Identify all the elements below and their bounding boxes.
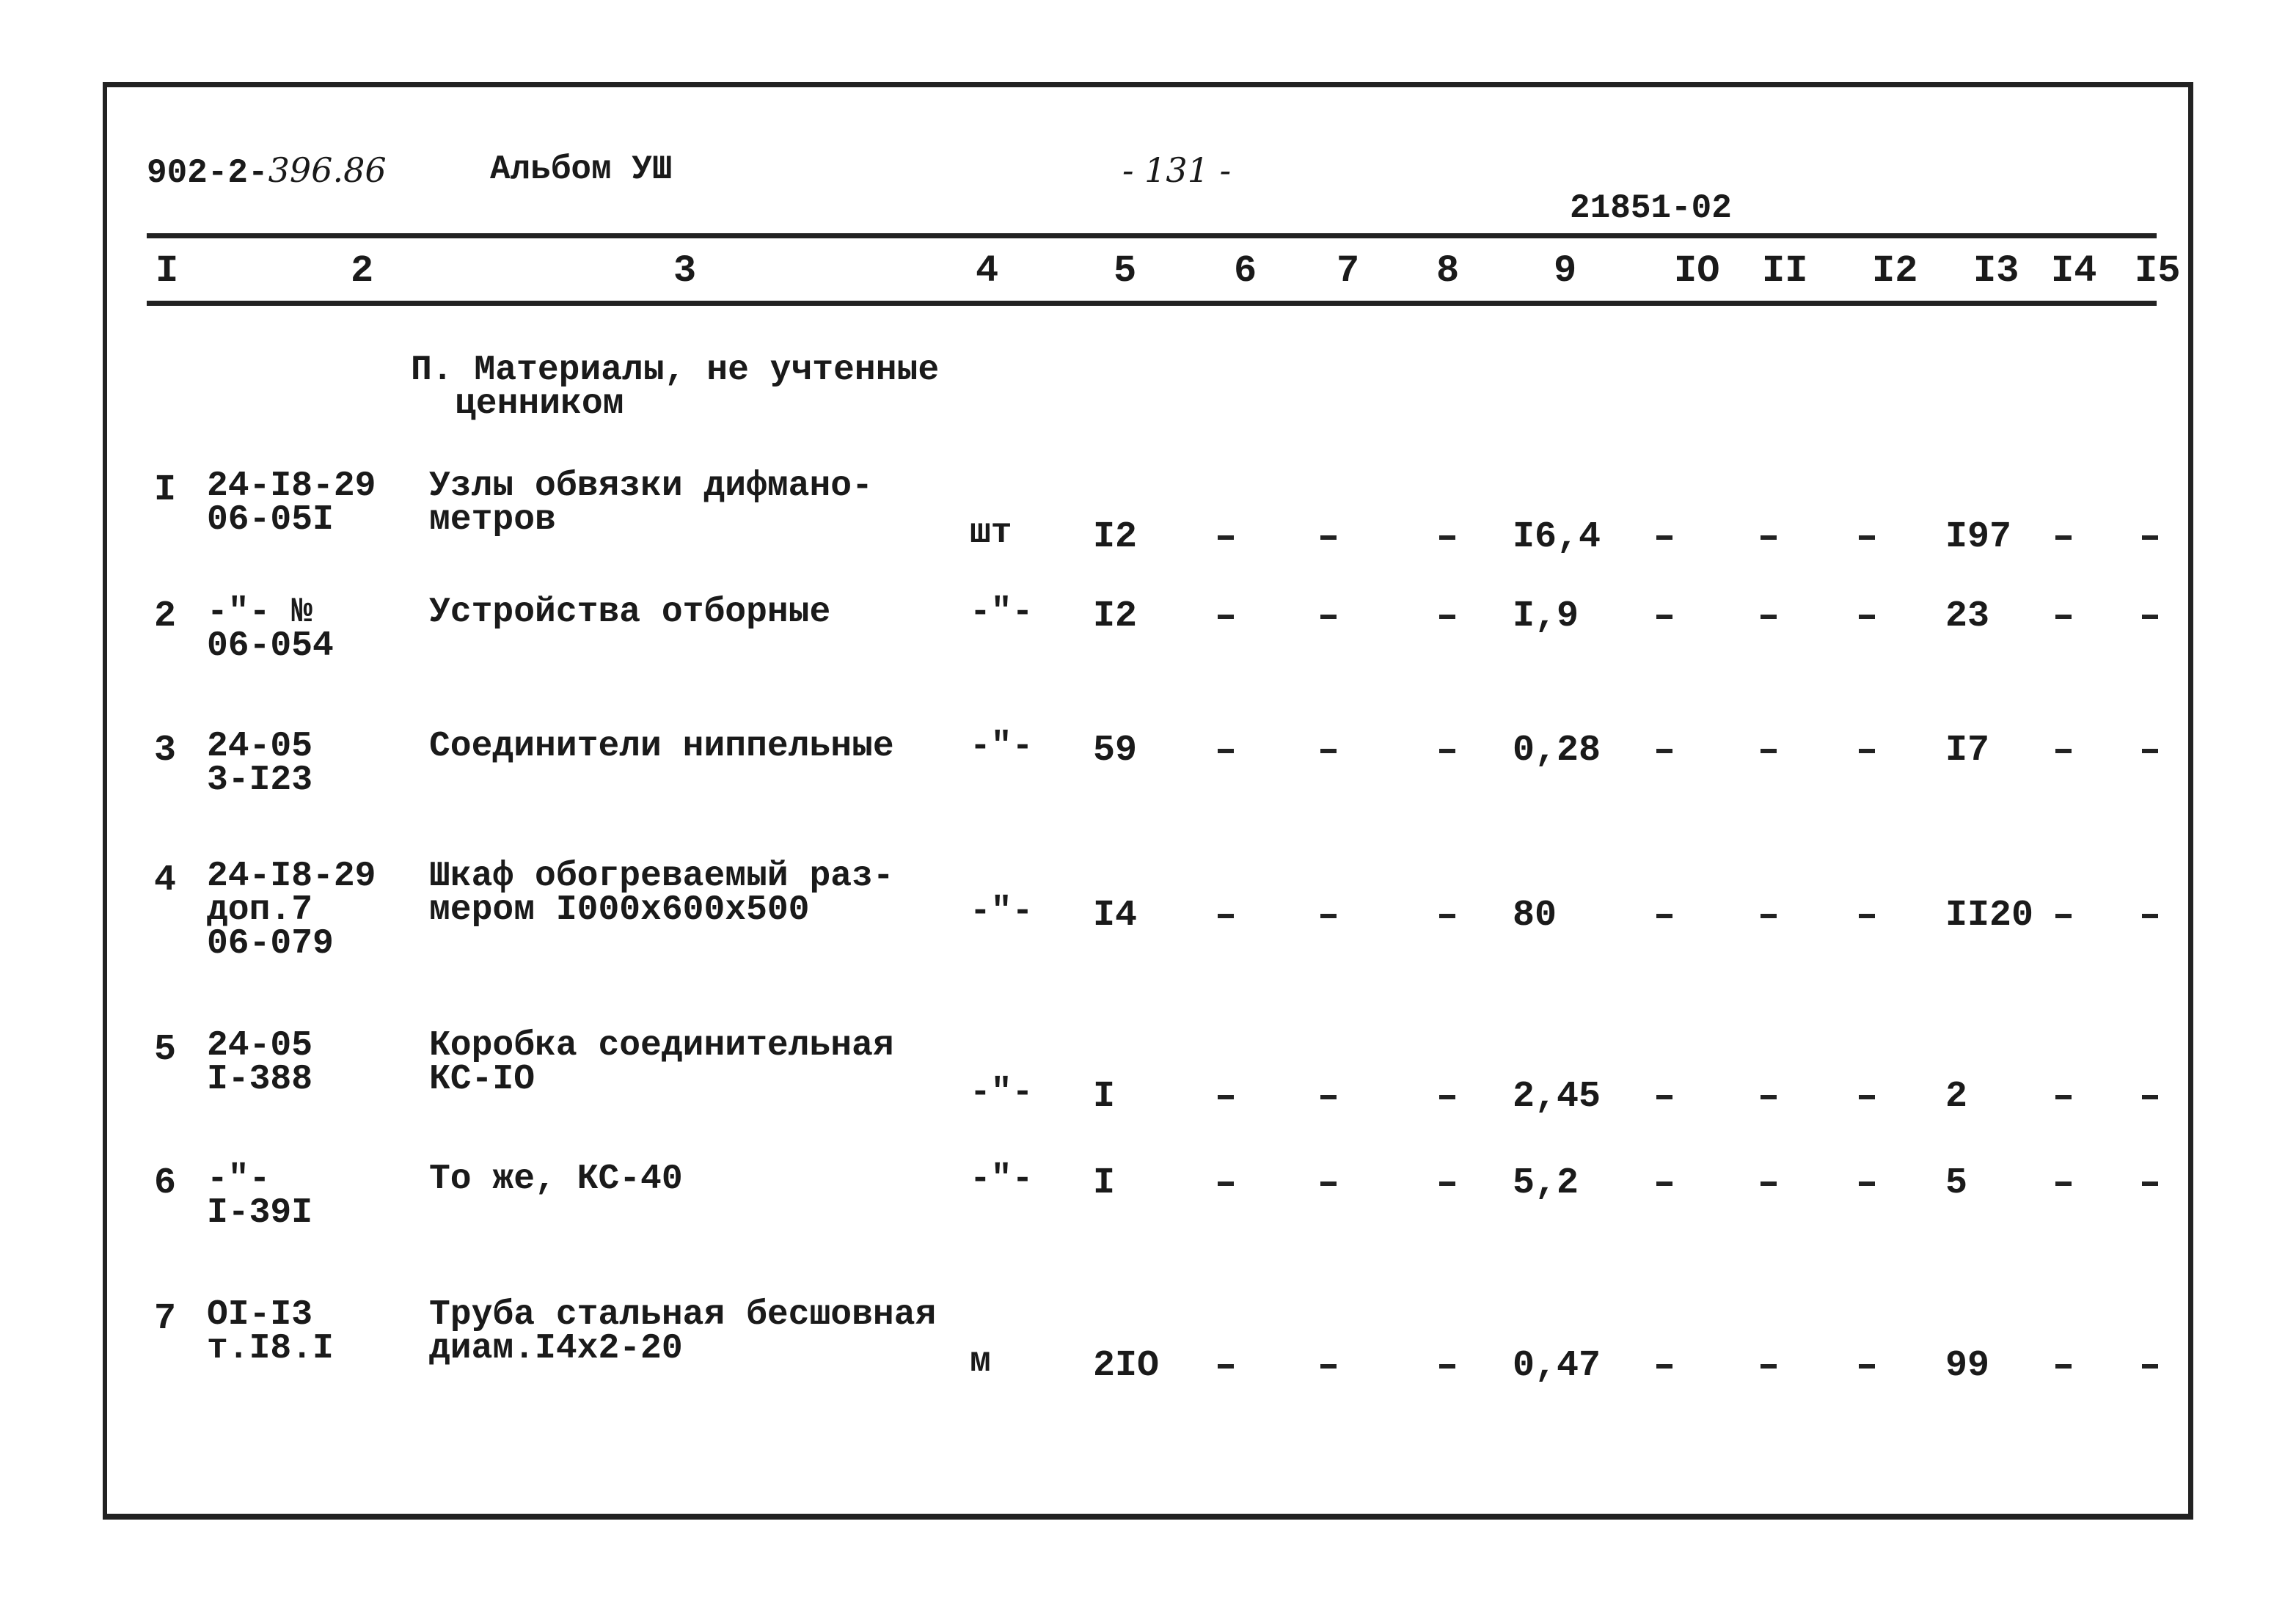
row-code-line: т.I8.I: [207, 1329, 334, 1369]
document-number: [147, 150, 387, 192]
empty-cell-dash: [1656, 1095, 1672, 1099]
empty-cell-dash: [2055, 914, 2072, 918]
column-number-15: I5: [2135, 249, 2181, 293]
row-code-line: 24-I8-29: [207, 466, 376, 506]
column-number-10: IO: [1674, 249, 1720, 293]
row-total: 5: [1945, 1162, 1968, 1204]
empty-cell-dash: [1218, 615, 1234, 619]
row-code-line: -"- №: [207, 593, 313, 632]
row-code-line: 06-05I: [207, 500, 334, 540]
column-number-2: 2: [351, 249, 374, 293]
document-number-suffix: 396.86: [268, 150, 387, 190]
column-number-7: 7: [1337, 249, 1360, 293]
row-unit: -"-: [970, 1159, 1034, 1199]
row-total: 99: [1945, 1345, 1990, 1387]
row-quantity: I2: [1093, 596, 1138, 637]
empty-cell-dash: [2055, 749, 2072, 753]
empty-cell-dash: [1656, 1181, 1672, 1186]
empty-cell-dash: [1320, 535, 1337, 540]
row-name-line: Соединители ниппельные: [429, 727, 894, 766]
row-code-line: 24-I8-29: [207, 857, 376, 896]
row-number: 2: [154, 596, 177, 637]
column-number-4: 4: [976, 249, 999, 293]
row-code-line: I-39I: [207, 1193, 313, 1233]
row-code-line: I-388: [207, 1060, 313, 1099]
row-quantity: I: [1093, 1076, 1116, 1118]
row-code-line: 06-079: [207, 924, 334, 964]
empty-cell-dash: [1761, 1364, 1777, 1369]
empty-cell-dash: [1859, 535, 1875, 540]
empty-cell-dash: [1320, 914, 1337, 918]
column-number-3: 3: [673, 249, 697, 293]
row-number: 3: [154, 730, 177, 772]
empty-cell-dash: [1859, 1181, 1875, 1186]
row-unit: -"-: [970, 1073, 1034, 1113]
empty-cell-dash: [1656, 914, 1672, 918]
column-number-12: I2: [1872, 249, 1918, 293]
empty-cell-dash: [1439, 1181, 1455, 1186]
header-top-rule: [147, 233, 2157, 238]
empty-cell-dash: [1320, 1364, 1337, 1369]
row-code-line: -"-: [207, 1159, 271, 1199]
album-label: Альбом УШ: [490, 150, 673, 188]
empty-cell-dash: [1439, 749, 1455, 753]
row-quantity: 2IO: [1093, 1345, 1160, 1387]
empty-cell-dash: [1439, 914, 1455, 918]
column-number-9: 9: [1554, 249, 1577, 293]
empty-cell-dash: [1439, 1364, 1455, 1369]
row-number: 6: [154, 1162, 177, 1204]
row-name-line: КС-IO: [429, 1060, 535, 1099]
row-name-line: Труба стальная бесшовная: [429, 1295, 937, 1335]
row-total: I97: [1945, 516, 2012, 558]
section-title-line-2: ценником: [455, 384, 624, 424]
column-number-6: 6: [1234, 249, 1257, 293]
row-unit-price: 5,2: [1513, 1162, 1579, 1204]
column-number-1: I: [156, 249, 179, 293]
row-name-line: Устройства отборные: [429, 593, 831, 632]
empty-cell-dash: [1761, 914, 1777, 918]
empty-cell-dash: [1761, 1095, 1777, 1099]
row-number: I: [154, 469, 177, 511]
empty-cell-dash: [1859, 749, 1875, 753]
row-code-line: OI-I3: [207, 1295, 313, 1335]
row-name-line: То же, КС-40: [429, 1159, 683, 1199]
row-unit: -"-: [970, 727, 1034, 766]
row-code-line: 3-I23: [207, 761, 313, 800]
empty-cell-dash: [2142, 1364, 2158, 1369]
empty-cell-dash: [1439, 615, 1455, 619]
row-total: 2: [1945, 1076, 1968, 1118]
row-name-line: диам.I4x2-20: [429, 1329, 683, 1369]
empty-cell-dash: [1859, 1095, 1875, 1099]
row-code-line: 24-05: [207, 1026, 313, 1066]
page-number: - 131 -: [1122, 150, 1232, 190]
row-quantity: 59: [1093, 730, 1138, 772]
document-number-prefix: 902-2-: [147, 154, 268, 192]
row-total: 23: [1945, 596, 1990, 637]
row-quantity: I4: [1093, 895, 1138, 937]
empty-cell-dash: [1218, 1095, 1234, 1099]
row-unit-price: I,9: [1513, 596, 1579, 637]
empty-cell-dash: [1439, 535, 1455, 540]
row-code-line: доп.7: [207, 890, 313, 930]
row-unit: шт: [970, 513, 1012, 553]
empty-cell-dash: [1761, 535, 1777, 540]
row-unit: -"-: [970, 593, 1034, 632]
empty-cell-dash: [2142, 749, 2158, 753]
row-total: II20: [1945, 895, 2034, 937]
column-number-14: I4: [2051, 249, 2097, 293]
empty-cell-dash: [2142, 1095, 2158, 1099]
empty-cell-dash: [1859, 1364, 1875, 1369]
empty-cell-dash: [2142, 1181, 2158, 1186]
row-unit: -"-: [970, 892, 1034, 931]
empty-cell-dash: [2055, 1095, 2072, 1099]
empty-cell-dash: [1859, 914, 1875, 918]
empty-cell-dash: [2142, 535, 2158, 540]
row-unit-price: 0,47: [1513, 1345, 1601, 1387]
empty-cell-dash: [1218, 1181, 1234, 1186]
row-name-line: Коробка соединительная: [429, 1026, 894, 1066]
row-quantity: I: [1093, 1162, 1116, 1204]
row-number: 4: [154, 860, 177, 901]
section-title-line-1: П. Материалы, не учтенные: [411, 351, 940, 390]
column-number-5: 5: [1114, 249, 1137, 293]
row-unit-price: 80: [1513, 895, 1557, 937]
row-code-line: 24-05: [207, 727, 313, 766]
row-name-line: мером I000x600x500: [429, 890, 810, 930]
empty-cell-dash: [2055, 615, 2072, 619]
row-unit: м: [970, 1342, 991, 1382]
empty-cell-dash: [2142, 914, 2158, 918]
row-unit-price: 0,28: [1513, 730, 1601, 772]
row-name-line: Узлы обвязки дифмано-: [429, 466, 873, 506]
column-number-8: 8: [1436, 249, 1460, 293]
empty-cell-dash: [1320, 1095, 1337, 1099]
empty-cell-dash: [1761, 615, 1777, 619]
empty-cell-dash: [2142, 615, 2158, 619]
empty-cell-dash: [2055, 535, 2072, 540]
empty-cell-dash: [1218, 749, 1234, 753]
empty-cell-dash: [1656, 535, 1672, 540]
empty-cell-dash: [1320, 615, 1337, 619]
header-bottom-rule: [147, 301, 2157, 306]
column-number-13: I3: [1973, 249, 2019, 293]
empty-cell-dash: [1320, 1181, 1337, 1186]
empty-cell-dash: [2055, 1181, 2072, 1186]
empty-cell-dash: [1656, 749, 1672, 753]
row-code-line: 06-054: [207, 626, 334, 666]
row-total: I7: [1945, 730, 1990, 772]
empty-cell-dash: [1761, 1181, 1777, 1186]
empty-cell-dash: [1656, 615, 1672, 619]
empty-cell-dash: [1218, 1364, 1234, 1369]
row-quantity: I2: [1093, 516, 1138, 558]
empty-cell-dash: [1218, 914, 1234, 918]
empty-cell-dash: [1439, 1095, 1455, 1099]
row-unit-price: 2,45: [1513, 1076, 1601, 1118]
page-frame: [103, 82, 2193, 1520]
row-name-line: Шкаф обогреваемый раз-: [429, 857, 894, 896]
row-unit-price: I6,4: [1513, 516, 1601, 558]
empty-cell-dash: [1761, 749, 1777, 753]
column-number-11: II: [1762, 249, 1808, 293]
empty-cell-dash: [1320, 749, 1337, 753]
document-code: 21851-02: [1570, 189, 1732, 227]
row-number: 7: [154, 1298, 177, 1340]
empty-cell-dash: [1859, 615, 1875, 619]
row-name-line: метров: [429, 500, 556, 540]
empty-cell-dash: [2055, 1364, 2072, 1369]
empty-cell-dash: [1218, 535, 1234, 540]
row-number: 5: [154, 1029, 177, 1071]
empty-cell-dash: [1656, 1364, 1672, 1369]
